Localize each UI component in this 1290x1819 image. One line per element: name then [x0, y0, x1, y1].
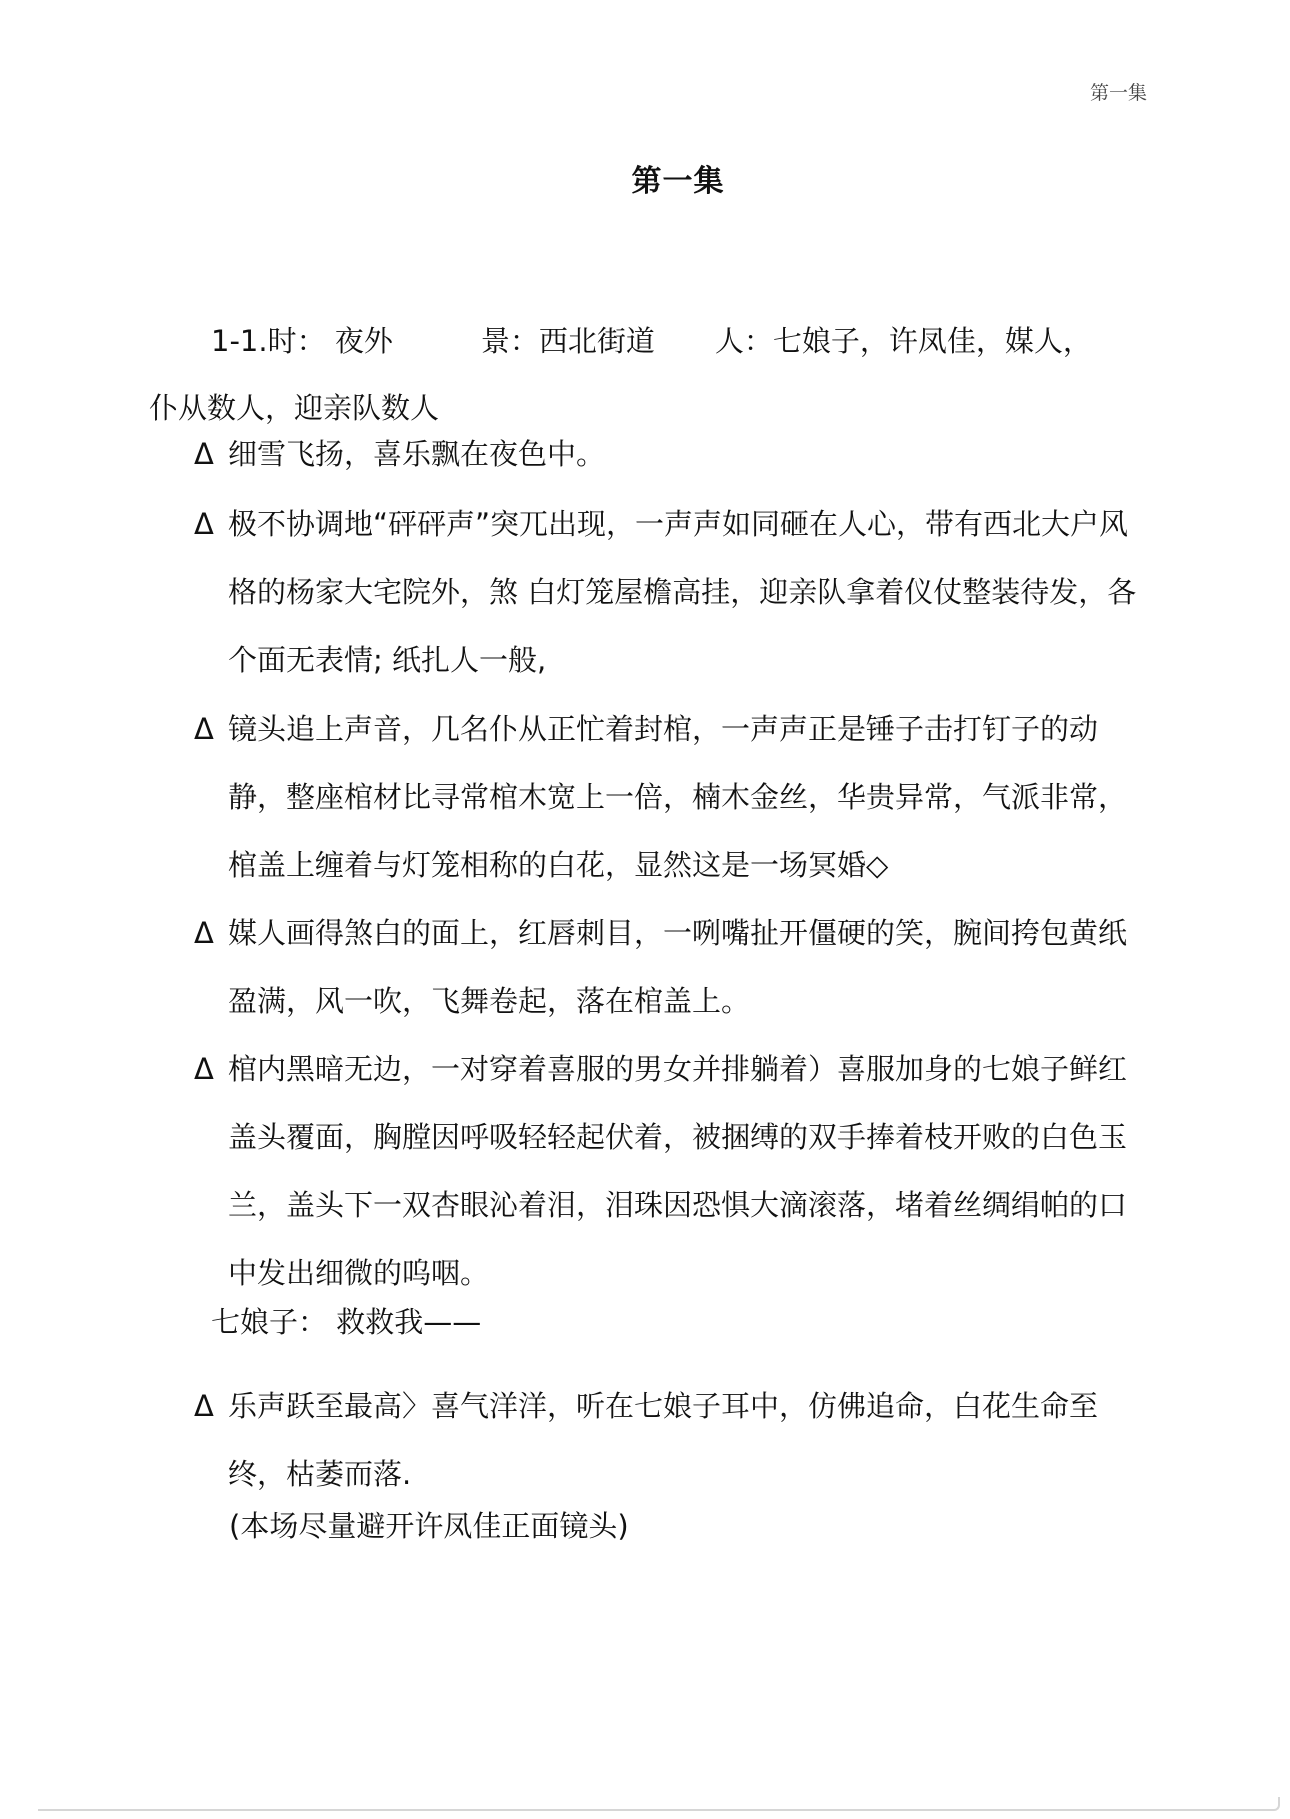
scene-time: 夜外 [334, 324, 393, 358]
director-note: (本场尽量避开许凤佳正面镜头) [229, 1509, 629, 1543]
action-text: 镜头追上声音，几名仆从正忙着封棺，一声声正是锤子击打钉子的动静，整座棺材比寻常棺木宽上一倍，楠木金丝，华贵异常，气派非常，棺盖上缠着与灯笼相称的白花，显然这是一场冥婚◇ [228, 712, 1128, 882]
action-paragraph [194, 899, 1150, 1035]
action-paragraph [194, 420, 1150, 488]
delta-marker: Δ [194, 1052, 214, 1086]
delta-marker: Δ [194, 437, 214, 471]
delta-marker: Δ [194, 916, 214, 950]
action-text: 乐声跃至最高〉喜气洋洋，听在七娘子耳中，仿佛追命，白花生命至终，枯萎而落. [228, 1389, 1099, 1491]
page-title: 第一集 [631, 164, 725, 199]
scene-number: 1-1.时： [211, 324, 326, 358]
delta-marker: Δ [194, 712, 214, 746]
scene-heading-line1 [149, 308, 1149, 375]
action-text: 细雪飞扬，喜乐飘在夜色中。 [228, 437, 606, 471]
scene-place: 景：西北街道 [480, 324, 655, 358]
running-header: 第一集 [1089, 82, 1147, 104]
dialogue-text: 救救我—— [336, 1305, 482, 1339]
action-paragraph [194, 490, 1150, 694]
page-edge-shadow [38, 1797, 1280, 1811]
action-paragraph [194, 1035, 1150, 1307]
delta-marker: Δ [194, 1389, 214, 1423]
scene-people: 人：七娘子，许凤佳，媒人， [714, 324, 1092, 358]
scene-people-continued: 仆从数人，迎亲队数人 [149, 391, 440, 425]
action-text: 媒人画得煞白的面上，红唇刺目，一咧嘴扯开僵硬的笑，腕间挎包黄纸盈满，风一吹，飞舞卷起，落在棺盖上。 [228, 916, 1128, 1018]
dialogue-line [211, 1300, 481, 1341]
action-text: 极不协调地“砰砰声”突兀出现，一声声如同砸在人心，带有西北大户风格的杨家大宅院外，煞 白灯笼屋檐高挂，迎亲队拿着仪仗整装待发，各个面无表情; 纸扎人一般, [228, 507, 1137, 677]
action-paragraph [194, 695, 1150, 899]
delta-marker: Δ [194, 507, 214, 541]
action-text: 棺内黑暗无边，一对穿着喜服的男女并排躺着）喜服加身的七娘子鲜红盖头覆面，胸膛因呼吸轻轻起伏着，被捆缚的双手捧着枝开败的白色玉兰，盖头下一双杏眼沁着泪，泪珠因恐惧大滴滚落，堵着丝绸绢帕的口中发出细微的呜咽。 [228, 1052, 1128, 1290]
action-paragraph [194, 1372, 1150, 1508]
dialogue-speaker: 七娘子： [211, 1305, 328, 1339]
